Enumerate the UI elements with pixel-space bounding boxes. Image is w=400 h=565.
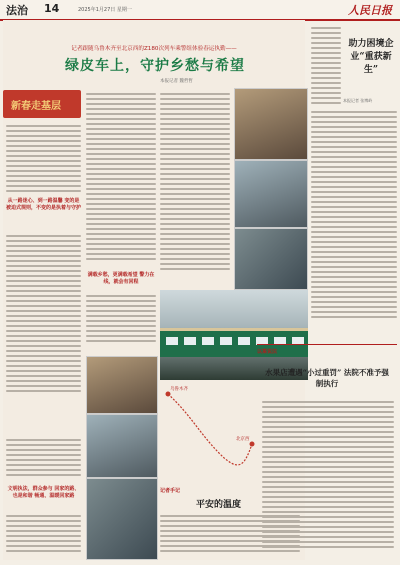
- series-banner: [3, 90, 81, 118]
- route-line: [168, 394, 252, 465]
- map-end-dot: [250, 442, 255, 447]
- route-map: [160, 384, 260, 480]
- body-column-1: [6, 122, 81, 194]
- issue-date: 2025年1月27日 星期一: [78, 7, 132, 13]
- photo-police-duty: [234, 228, 308, 290]
- body-column-2b: [86, 292, 156, 352]
- body-column-3: [160, 90, 230, 285]
- subhead-2: 满载乡愁，更满载希望 警力在线，就会有回程: [87, 272, 155, 285]
- subhead-1: 从一路迷心、到一路温馨 变的是被迫式规则，不变的是执着与守护: [6, 198, 82, 211]
- feature-kicker: 记者跟随乌鲁木齐至北京西的Z180次列车乘警组体验春运执勤——: [71, 46, 237, 52]
- body-column-2: [86, 90, 156, 270]
- photo-collage-3: [86, 478, 158, 560]
- notebook-title: 平安的温度: [196, 500, 242, 510]
- photo-passengers: [234, 88, 308, 160]
- body-column-1c: [6, 436, 81, 482]
- newspaper-logo: 人民日报: [348, 4, 392, 17]
- body-column-1d: [6, 512, 81, 558]
- section-name: 法治: [6, 4, 28, 17]
- photo-collage-2: [86, 414, 158, 478]
- photo-collage-1: [86, 356, 158, 414]
- case-title: 水果店遭遇“小过重罚” 法院不准予强制执行: [265, 368, 389, 388]
- notebook-tag: 记者手记: [160, 488, 181, 494]
- subhead-3: 文明执法，群众参与 回家的路、也是和谐 畅通、温暖回家路: [7, 486, 80, 499]
- masthead-bar: [0, 0, 400, 21]
- map-start-dot: [166, 392, 171, 397]
- case-tag: 以案说法: [257, 349, 278, 355]
- page-number: 14: [44, 2, 60, 15]
- feature-byline: 本报记者 魏哲哲: [160, 79, 193, 84]
- right-byline: 本报记者 张博岭: [343, 98, 373, 103]
- case-divider: [257, 344, 397, 345]
- train-car: [160, 328, 308, 357]
- body-column-1b: [6, 232, 81, 402]
- map-label-start: 乌鲁木齐: [170, 387, 188, 392]
- case-body: [262, 398, 394, 560]
- right-headline: 助力困境企业“重获新生”: [348, 39, 394, 75]
- series-banner-text: 新春走基层: [11, 101, 61, 112]
- map-label-end: 北京西: [236, 437, 250, 442]
- right-body: [311, 108, 397, 344]
- photo-police-check: [234, 160, 308, 228]
- feature-headline: 绿皮车上，守护乡愁与希望: [65, 58, 245, 74]
